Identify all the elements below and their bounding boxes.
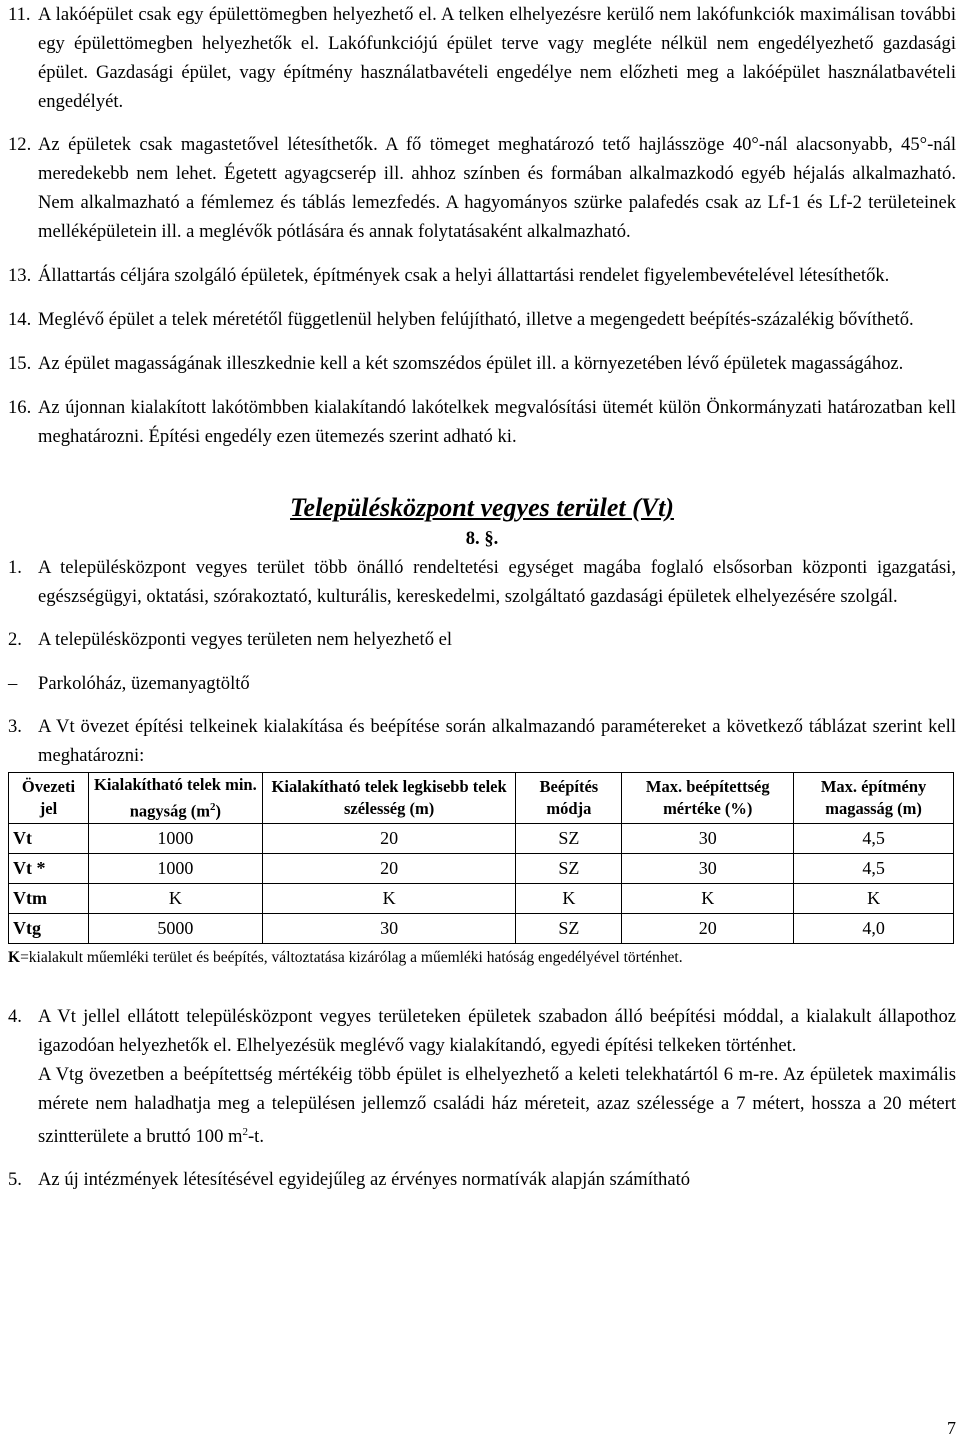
table-cell: 30 xyxy=(622,854,794,884)
table-row xyxy=(9,824,954,854)
header-max-height: Max. építmény magasság (m) xyxy=(794,773,954,824)
item-text-continued-main: A Vtg övezetben a beépítettség mértékéig több épület is elhelyezhető a keleti telekhatártól 6 m-re. Az épületek maximális mérete nem haladhatja meg a településen jellemző családi ház méreteit, azaz szélessége a 7 métert, hossza a 20 métert szintterülete a bruttó 100 m xyxy=(38,1064,956,1148)
item-15 xyxy=(8,349,956,378)
table-cell: Vt * xyxy=(9,854,89,884)
item-number: 15. xyxy=(8,353,32,374)
table-cell: Vtm xyxy=(9,884,89,914)
table-cell: K xyxy=(794,884,954,914)
table-cell: 4,0 xyxy=(794,914,954,944)
table-cell: 20 xyxy=(622,914,794,944)
item-text: A településközpont vegyes terület több önálló rendeltetési egységet magába foglaló elsősorban központi igazgatási, egészségügyi, oktatási, szórakoztató, kulturális, kereskedelmi, szolgáltató gazdasági épületek elhelyezésére szolgál. xyxy=(38,557,956,607)
item-1 xyxy=(8,553,956,611)
header-max-coverage: Max. beépítettség mértéke (%) xyxy=(622,773,794,824)
item-text: A Vt övezet építési telkeinek kialakítása és beépítése során alkalmazandó paramétereket a következő táblázat szerint kell meghatározni: xyxy=(38,716,956,766)
item-text: Az új intézmények létesítésével egyidejűleg az érvényes normatívák alapján számítható xyxy=(38,1169,691,1191)
item-number: 1. xyxy=(8,557,22,578)
header-superscript: 2 xyxy=(209,800,216,813)
table-cell: 20 xyxy=(262,824,516,854)
item-16 xyxy=(8,393,956,451)
header-building-mode: Beépítés módja xyxy=(516,773,622,824)
item-text: Az épület magasságának illeszkednie kell a két szomszédos épület ill. a környezetében lévő épületek magasságához. xyxy=(38,353,904,374)
table-note-key: K xyxy=(8,949,21,966)
table-row xyxy=(9,884,954,914)
paragraph-number: 8. §. xyxy=(465,528,499,549)
table-header-row xyxy=(9,773,954,824)
section-title: Településközpont vegyes terület (Vt) xyxy=(290,493,674,522)
item-5 xyxy=(8,1165,956,1194)
table-cell: SZ xyxy=(516,914,622,944)
item-text: Meglévő épület a telek méretétől függetlenül helyben felújítható, illetve a megengedett beépítés-százalékig bővíthető. xyxy=(38,309,914,330)
table-cell: K xyxy=(88,884,262,914)
table-cell: 1000 xyxy=(88,854,262,884)
item-number: 13. xyxy=(8,265,32,286)
item-4 xyxy=(8,1002,956,1151)
item-number: 12. xyxy=(8,134,32,155)
table-cell: 5000 xyxy=(88,914,262,944)
page-number: 7 xyxy=(947,1418,956,1438)
item-number: 2. xyxy=(8,629,22,650)
table-note xyxy=(8,948,956,968)
item-number: 11. xyxy=(8,4,31,25)
item-number: 16. xyxy=(8,397,32,418)
table-cell: Vt xyxy=(9,824,89,854)
table-row xyxy=(9,854,954,884)
table-cell: 1000 xyxy=(88,824,262,854)
item-number: 4. xyxy=(8,1006,22,1027)
table-cell: 4,5 xyxy=(794,824,954,854)
header-zone-code: Övezeti jel xyxy=(9,773,89,824)
item-text-continued-end: -t. xyxy=(247,1126,264,1148)
table-cell: 20 xyxy=(262,854,516,884)
superscript: 2 xyxy=(242,1126,248,1138)
item-3 xyxy=(8,712,956,770)
table-cell: 4,5 xyxy=(794,854,954,884)
item-text: Állattartás céljára szolgáló épületek, építmények csak a helyi állattartási rendelet figyelembevételével létesíthetők. xyxy=(38,265,890,286)
item-number: 5. xyxy=(8,1169,22,1191)
item-number: 14. xyxy=(8,309,32,330)
table-cell: K xyxy=(262,884,516,914)
section-heading-block xyxy=(8,491,956,553)
item-11 xyxy=(8,0,956,116)
table-cell: SZ xyxy=(516,854,622,884)
table-cell: Vtg xyxy=(9,914,89,944)
table-note-text: =kialakult műemléki terület és beépítés, változtatása kizárólag a műemléki hatóság engedélyével történhet. xyxy=(20,949,683,966)
table-cell: 30 xyxy=(262,914,516,944)
table-cell: 30 xyxy=(622,824,794,854)
header-min-plot-size-close: ) xyxy=(215,801,221,821)
parameters-table xyxy=(8,772,954,944)
dash-text: Parkolóház, üzemanyagtöltő xyxy=(38,673,250,694)
item-13 xyxy=(8,261,956,290)
item-number: 3. xyxy=(8,716,22,737)
table-cell: K xyxy=(622,884,794,914)
item-12 xyxy=(8,130,956,246)
table-row xyxy=(9,914,954,944)
item-text: A Vt jellel ellátott településközpont vegyes területeken épületek szabadon álló beépítési móddal, a kialakult állapothoz igazodóan helyezhetők el. Elhelyezésük meglévő vagy kialakítandó, egyedi építési telkeken történhet. xyxy=(38,1006,956,1056)
document-page xyxy=(8,0,956,1194)
header-min-plot-width: Kialakítható telek legkisebb telek szélesség (m) xyxy=(262,773,516,824)
table-cell: SZ xyxy=(516,824,622,854)
item-text: A lakóépület csak egy épülettömegben helyezhető el. A telken elhelyezésre kerülő nem lakófunkciók maximálisan további egy épülettömegben helyezhetők el. Lakófunkciójú épület terve vagy megléte nélkül nem engedélyezhető gazdasági épület. Gazdasági épület, vagy építmény használatbavételi engedélye nem előzheti meg a lakóépület használatbavételi engedélyét. xyxy=(38,4,956,112)
item-14 xyxy=(8,305,956,334)
dash-mark: – xyxy=(8,673,18,694)
item-2 xyxy=(8,625,956,654)
table-cell: K xyxy=(516,884,622,914)
item-text-continued xyxy=(38,1060,956,1151)
header-min-plot-size xyxy=(88,773,262,824)
header-min-plot-size-text: Kialakítható telek min. nagyság (m xyxy=(94,774,257,821)
dash-item xyxy=(8,669,956,698)
item-text: Az épületek csak magastetővel létesíthetők. A fő tömeget meghatározó tető hajlásszöge 40°-nál alacsonyabb, 45°-nál meredekebb nem lehet. Égetett agyagcserép ill. ahhoz színben és formában alkalmazkodó egyéb héjalás alkalmazható. Nem alkalmazható a fémlemez és táblás lemezfedés. A hagyományos szürke palafedés csak az Lf-1 és Lf-2 területeinek melléképületein ill. a meglévők pótlására és annak folytatásaként alkalmazható. xyxy=(38,134,956,242)
item-text: Az újonnan kialakított lakótömbben kialakítandó lakótelkek megvalósítási ütemét külön Önkormányzati határozatban kell meghatározni. Építési engedély ezen ütemezés szerint adható ki. xyxy=(38,397,956,447)
item-text: A településközponti vegyes területen nem helyezhető el xyxy=(38,629,453,650)
